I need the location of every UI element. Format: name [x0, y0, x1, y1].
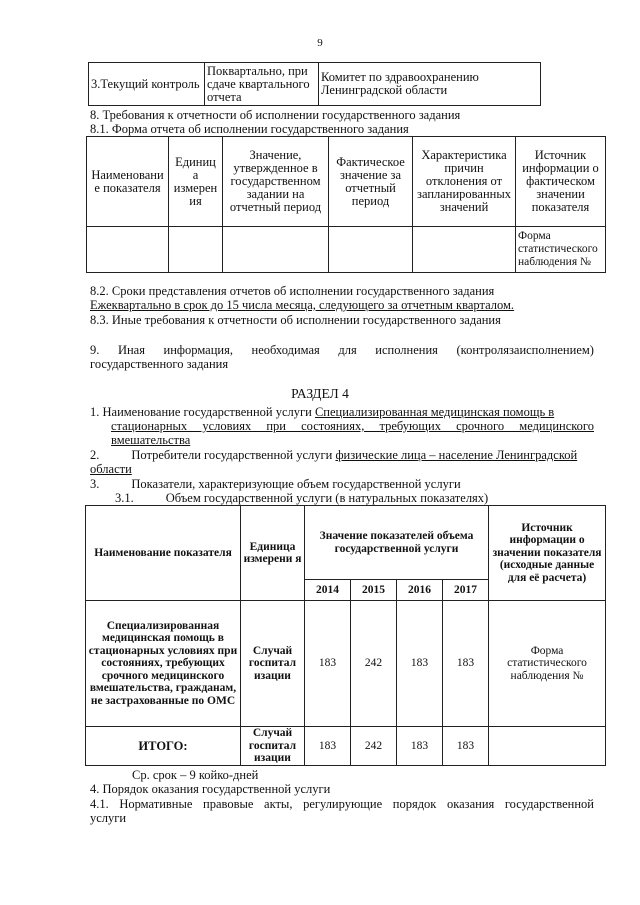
volume-header-source: Источник информации о значении показателя (исходные данные для её расчета) — [489, 506, 606, 601]
year-2015: 2015 — [351, 580, 397, 601]
volume-row-name: Специализированная медицинская помощь в стационарных условиях при состояниях, требующих срочного медицинского вмешательства, гражданам, не застрахованные по ОМС — [86, 601, 241, 727]
section-4-item-3-1: 3.1. Объем государственной услуги (в натуральных показателях) — [115, 491, 489, 505]
total-value: 242 — [351, 727, 397, 766]
report-header-approved: Значение, утвержденное в государственном задании на отчетный период — [223, 137, 329, 227]
report-cell-source: Форма статистического наблюдения № — [516, 227, 606, 273]
section-4-item-4-1-line2: услуги — [90, 811, 127, 825]
section-4-item-4-1: 4.1. Нормативные правовые акты, регулирующие порядок оказания государственной — [90, 797, 594, 811]
section-8-2-value: Ежеквартально в срок до 15 числа месяца, следующего за отчетным кварталом. — [90, 298, 515, 312]
section-4-item-2-line2: области — [90, 462, 132, 476]
total-value: 183 — [443, 727, 489, 766]
volume-row-unit: Случай госпитал изации — [241, 601, 305, 727]
report-cell — [169, 227, 223, 273]
year-2014: 2014 — [305, 580, 351, 601]
control-table — [88, 62, 541, 106]
average-term: Ср. срок – 9 койко-дней — [132, 768, 259, 782]
report-header-source: Источник информации о фактическом значении показателя — [516, 137, 606, 227]
report-form-table — [86, 136, 606, 273]
volume-table — [85, 505, 606, 766]
volume-row-value: 183 — [443, 601, 489, 727]
report-cell — [329, 227, 413, 273]
volume-row-value: 183 — [397, 601, 443, 727]
volume-header-values: Значение показателей объема государственной услуги — [305, 506, 489, 580]
report-header-deviation: Характеристика причин отклонения от запланированных значений — [413, 137, 516, 227]
total-label: ИТОГО: — [86, 727, 241, 766]
report-header-name: Наименовани е показателя — [87, 137, 169, 227]
section-4-item-3: 3. Показатели, характеризующие объем государственной услуги — [90, 477, 461, 491]
section-9-line1: 9. Иная информация, необходимая для исполнения (контролязаисполнением) — [90, 343, 594, 357]
section-8-3-title: 8.3. Иные требования к отчетности об исполнении государственного задания — [90, 313, 501, 327]
report-header-unit: Единиц а измерен ия — [169, 137, 223, 227]
section-8-2-title: 8.2. Сроки представления отчетов об исполнении государственного задания — [90, 284, 495, 298]
volume-header-unit: Единица измерени я — [241, 506, 305, 601]
total-value: 183 — [305, 727, 351, 766]
control-stage: 3.Текущий контроль — [89, 63, 205, 106]
section-4-item-4: 4. Порядок оказания государственной услуги — [90, 782, 331, 796]
section-4-item-2: 2. Потребители государственной услуги физические лица – население Ленинградской — [90, 448, 578, 462]
report-header-actual: Фактическое значение за отчетный период — [329, 137, 413, 227]
year-2017: 2017 — [443, 580, 489, 601]
total-unit: Случай госпитал изации — [241, 727, 305, 766]
total-source — [489, 727, 606, 766]
report-cell — [87, 227, 169, 273]
volume-row-source: Форма статистического наблюдения № — [489, 601, 606, 727]
section-8-1-title: 8.1. Форма отчета об исполнении государственного задания — [90, 122, 409, 136]
section-4-item-1-line3: вмешательства — [111, 433, 191, 447]
control-frequency: Поквартально, при сдаче квартального отчета — [205, 63, 319, 106]
volume-header-name: Наименование показателя — [86, 506, 241, 601]
section-4-heading: РАЗДЕЛ 4 — [291, 386, 349, 401]
section-8-title: 8. Требования к отчетности об исполнении государственного задания — [90, 108, 461, 122]
total-value: 183 — [397, 727, 443, 766]
page-number: 9 — [317, 37, 323, 49]
volume-row-value: 242 — [351, 601, 397, 727]
section-4-item-1: 1. Наименование государственной услуги Специализированная медицинская помощь в — [90, 405, 555, 419]
report-cell — [223, 227, 329, 273]
control-body: Комитет по здравоохранению Ленинградской области — [319, 63, 541, 106]
report-cell — [413, 227, 516, 273]
volume-row-value: 183 — [305, 601, 351, 727]
year-2016: 2016 — [397, 580, 443, 601]
section-9-line2: государственного задания — [90, 357, 229, 371]
section-4-item-1-line2: стационарных условиях при состояниях, требующих срочного медицинского — [111, 419, 594, 433]
